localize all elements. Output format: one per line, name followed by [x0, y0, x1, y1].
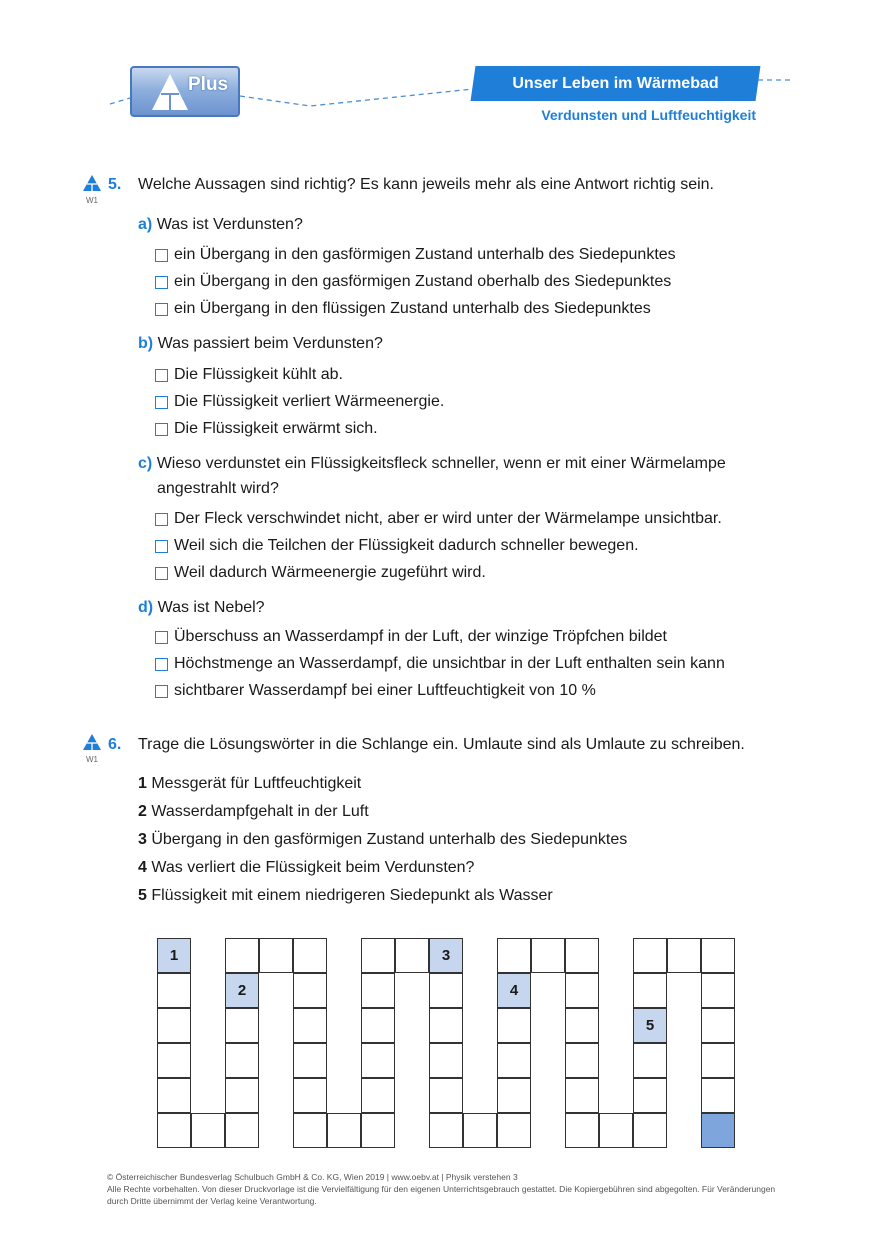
triangle-logo-icon: [150, 72, 190, 112]
clue-number: 5: [138, 887, 147, 904]
option-text: ein Übergang in den gasförmigen Zustand oberhalb des Siedepunktes: [174, 273, 672, 290]
grid-cell[interactable]: [361, 973, 395, 1008]
clue-number: 1: [138, 775, 147, 792]
grid-cell[interactable]: [429, 973, 463, 1008]
clue-number: 4: [138, 859, 147, 876]
checkbox[interactable]: [155, 658, 168, 671]
checkbox[interactable]: [155, 303, 168, 316]
grid-cell[interactable]: [565, 938, 599, 973]
option-b1[interactable]: [155, 366, 343, 384]
option-text: Die Flüssigkeit erwärmt sich.: [174, 420, 378, 437]
grid-cell[interactable]: [565, 1078, 599, 1113]
option-text: Höchstmenge an Wasserdampf, die unsichtbar in der Luft enthalten sein kann: [174, 655, 725, 672]
clue-text: Übergang in den gasförmigen Zustand unterhalb des Siedepunktes: [146, 831, 628, 848]
grid-cell[interactable]: [361, 938, 395, 973]
checkbox[interactable]: [155, 249, 168, 262]
option-a3[interactable]: [155, 300, 651, 318]
task-number: 6.: [108, 736, 122, 753]
clue-text: Flüssigkeit mit einem niedrigeren Siedepunkt als Wasser: [146, 887, 553, 904]
grid-cell[interactable]: [293, 1078, 327, 1113]
clue-text: Was verliert die Flüssigkeit beim Verdunsten?: [146, 859, 475, 876]
option-text: ein Übergang in den flüssigen Zustand unterhalb des Siedepunktes: [174, 300, 651, 317]
grid-cell[interactable]: [633, 1043, 667, 1078]
clue-number: 2: [138, 803, 147, 820]
checkbox[interactable]: [155, 369, 168, 382]
checkbox[interactable]: [155, 423, 168, 436]
option-text: Der Fleck verschwindet nicht, aber er wird unter der Wärmelampe unsichtbar.: [174, 510, 722, 527]
grid-cell[interactable]: [463, 1113, 497, 1148]
grid-cell[interactable]: [497, 973, 531, 1008]
clue-text: Messgerät für Luftfeuchtigkeit: [146, 775, 362, 792]
grid-cell[interactable]: [259, 938, 293, 973]
grid-cell[interactable]: [157, 1043, 191, 1078]
triangle-task-icon: [83, 175, 101, 191]
sub-question-text: Was passiert beim Verdunsten?: [157, 335, 383, 352]
grid-cell[interactable]: [225, 938, 259, 973]
footer-copyright: © Österreichischer Bundesverlag Schulbuch GmbH & Co. KG, Wien 2019 | www.oebv.at | Physik verstehen 3: [107, 1172, 518, 1182]
sub-letter: c): [138, 455, 153, 472]
grid-cell[interactable]: [633, 938, 667, 973]
grid-cell[interactable]: [157, 1008, 191, 1043]
grid-cell[interactable]: [497, 1043, 531, 1078]
clue-number: 3: [138, 831, 147, 848]
grid-cell[interactable]: [599, 1113, 633, 1148]
grid-cell[interactable]: [633, 1078, 667, 1113]
sub-question-c: [138, 455, 726, 473]
grid-cell[interactable]: [429, 1043, 463, 1078]
sub-question-a: [138, 216, 303, 234]
task-question: Welche Aussagen sind richtig? Es kann jeweils mehr als eine Antwort richtig sein.: [138, 176, 714, 193]
sub-question-text: Was ist Nebel?: [157, 599, 265, 616]
grid-cell[interactable]: [429, 1078, 463, 1113]
grid-cell[interactable]: [633, 973, 667, 1008]
header-title: Unser Leben im Wärmebad: [512, 75, 719, 92]
checkbox[interactable]: [155, 631, 168, 644]
option-c3[interactable]: [155, 564, 486, 582]
grid-cell[interactable]: [701, 1008, 735, 1043]
sub-question-text: Was ist Verdunsten?: [156, 216, 303, 233]
grid-cell[interactable]: [361, 1043, 395, 1078]
clue-2: [138, 803, 369, 821]
sub-question-c-line2: angestrahlt wird?: [157, 480, 279, 497]
option-d1[interactable]: [155, 628, 667, 646]
grid-cell[interactable]: [225, 1078, 259, 1113]
triangle-task-icon: [83, 734, 101, 750]
grid-cell[interactable]: [429, 1008, 463, 1043]
grid-cell[interactable]: [157, 1113, 191, 1148]
footer: [107, 1171, 787, 1207]
clue-text: Wasserdampfgehalt in der Luft: [146, 803, 369, 820]
grid-cell-end[interactable]: [701, 1113, 735, 1148]
grid-cell[interactable]: [701, 1078, 735, 1113]
grid-cell[interactable]: [497, 1008, 531, 1043]
grid-cell-number: 5: [645, 1017, 655, 1034]
grid-cell[interactable]: [327, 1113, 361, 1148]
grid-cell[interactable]: [293, 938, 327, 973]
option-d3[interactable]: [155, 682, 596, 700]
sub-letter: a): [138, 216, 153, 233]
grid-cell[interactable]: [565, 1043, 599, 1078]
task-number: 5.: [108, 176, 122, 193]
option-text: Überschuss an Wasserdampf in der Luft, der winzige Tröpfchen bildet: [174, 628, 667, 645]
grid-cell[interactable]: [429, 1113, 463, 1148]
grid-cell[interactable]: [497, 1078, 531, 1113]
clue-3: [138, 831, 627, 849]
option-text: Die Flüssigkeit verliert Wärmeenergie.: [174, 393, 445, 410]
grid-cell-number: 2: [237, 982, 247, 999]
checkbox[interactable]: [155, 567, 168, 580]
checkbox[interactable]: [155, 513, 168, 526]
sub-question-d: [138, 599, 265, 617]
grid-cell[interactable]: [633, 1113, 667, 1148]
option-text: Weil sich die Teilchen der Flüssigkeit dadurch schneller bewegen.: [174, 537, 639, 554]
grid-cell[interactable]: [531, 938, 565, 973]
grid-cell[interactable]: [497, 1113, 531, 1148]
grid-cell[interactable]: [565, 1008, 599, 1043]
task-level: W1: [86, 755, 98, 764]
grid-cell[interactable]: [191, 1113, 225, 1148]
grid-cell[interactable]: [565, 1113, 599, 1148]
option-c1[interactable]: [155, 510, 722, 528]
grid-cell-number: 3: [441, 947, 451, 964]
option-b2[interactable]: [155, 393, 444, 411]
option-b3[interactable]: [155, 420, 378, 438]
grid-cell[interactable]: [361, 1078, 395, 1113]
option-a1[interactable]: [155, 246, 676, 264]
grid-cell[interactable]: [157, 973, 191, 1008]
clue-4: [138, 859, 474, 877]
header-subtitle: Verdunsten und Luftfeuchtigkeit: [541, 107, 756, 123]
checkbox[interactable]: [155, 276, 168, 289]
grid-cell[interactable]: [633, 1008, 667, 1043]
sub-question-text: Wieso verdunstet ein Flüssigkeitsfleck schneller, wenn er mit einer Wärmelampe: [156, 455, 726, 472]
clue-5: [138, 887, 553, 905]
option-c2[interactable]: [155, 537, 639, 555]
option-d2[interactable]: [155, 655, 725, 673]
grid-cell[interactable]: [395, 938, 429, 973]
grid-cell[interactable]: [157, 938, 191, 973]
grid-cell[interactable]: [293, 1043, 327, 1078]
sub-letter: d): [138, 599, 154, 616]
grid-cell[interactable]: [225, 1113, 259, 1148]
task-level: W1: [86, 196, 98, 205]
task-question: Trage die Lösungswörter in die Schlange ein. Umlaute sind als Umlaute zu schreiben.: [138, 736, 745, 753]
grid-cell[interactable]: [293, 1113, 327, 1148]
grid-cell[interactable]: [225, 1043, 259, 1078]
grid-cell[interactable]: [701, 1043, 735, 1078]
grid-cell[interactable]: [701, 973, 735, 1008]
option-text: sichtbarer Wasserdampf bei einer Luftfeuchtigkeit von 10 %: [174, 682, 596, 699]
grid-cell[interactable]: [225, 1008, 259, 1043]
grid-cell[interactable]: [429, 938, 463, 973]
grid-cell[interactable]: [293, 973, 327, 1008]
logo-text: Plus: [188, 74, 229, 95]
footer-rights: Alle Rechte vorbehalten. Von dieser Druckvorlage ist die Vervielfältigung für den eigenen Unterrichtsgebrauch gestattet. Die Kopiergebühren sind abgegolten. Für Veränderungen durch Dritte übernimmt der Verlag keine Verantwortung.: [107, 1184, 776, 1206]
grid-cell[interactable]: [667, 938, 701, 973]
grid-cell-number: 1: [169, 947, 179, 964]
checkbox[interactable]: [155, 396, 168, 409]
grid-cell[interactable]: [361, 1008, 395, 1043]
grid-cell[interactable]: [157, 1078, 191, 1113]
clue-1: [138, 775, 361, 793]
grid-cell-number: 4: [509, 982, 519, 999]
grid-cell[interactable]: [701, 938, 735, 973]
grid-cell[interactable]: [225, 973, 259, 1008]
option-a2[interactable]: [155, 273, 671, 291]
option-text: Weil dadurch Wärmeenergie zugeführt wird.: [174, 564, 486, 581]
option-text: Die Flüssigkeit kühlt ab.: [174, 366, 343, 383]
grid-cell[interactable]: [361, 1113, 395, 1148]
grid-cell[interactable]: [565, 973, 599, 1008]
grid-cell[interactable]: [497, 938, 531, 973]
sub-letter: b): [138, 335, 154, 352]
grid-cell[interactable]: [293, 1008, 327, 1043]
checkbox[interactable]: [155, 685, 168, 698]
option-text: ein Übergang in den gasförmigen Zustand unterhalb des Siedepunktes: [174, 246, 676, 263]
checkbox[interactable]: [155, 540, 168, 553]
plus-logo: [130, 66, 240, 117]
sub-question-b: [138, 335, 383, 353]
